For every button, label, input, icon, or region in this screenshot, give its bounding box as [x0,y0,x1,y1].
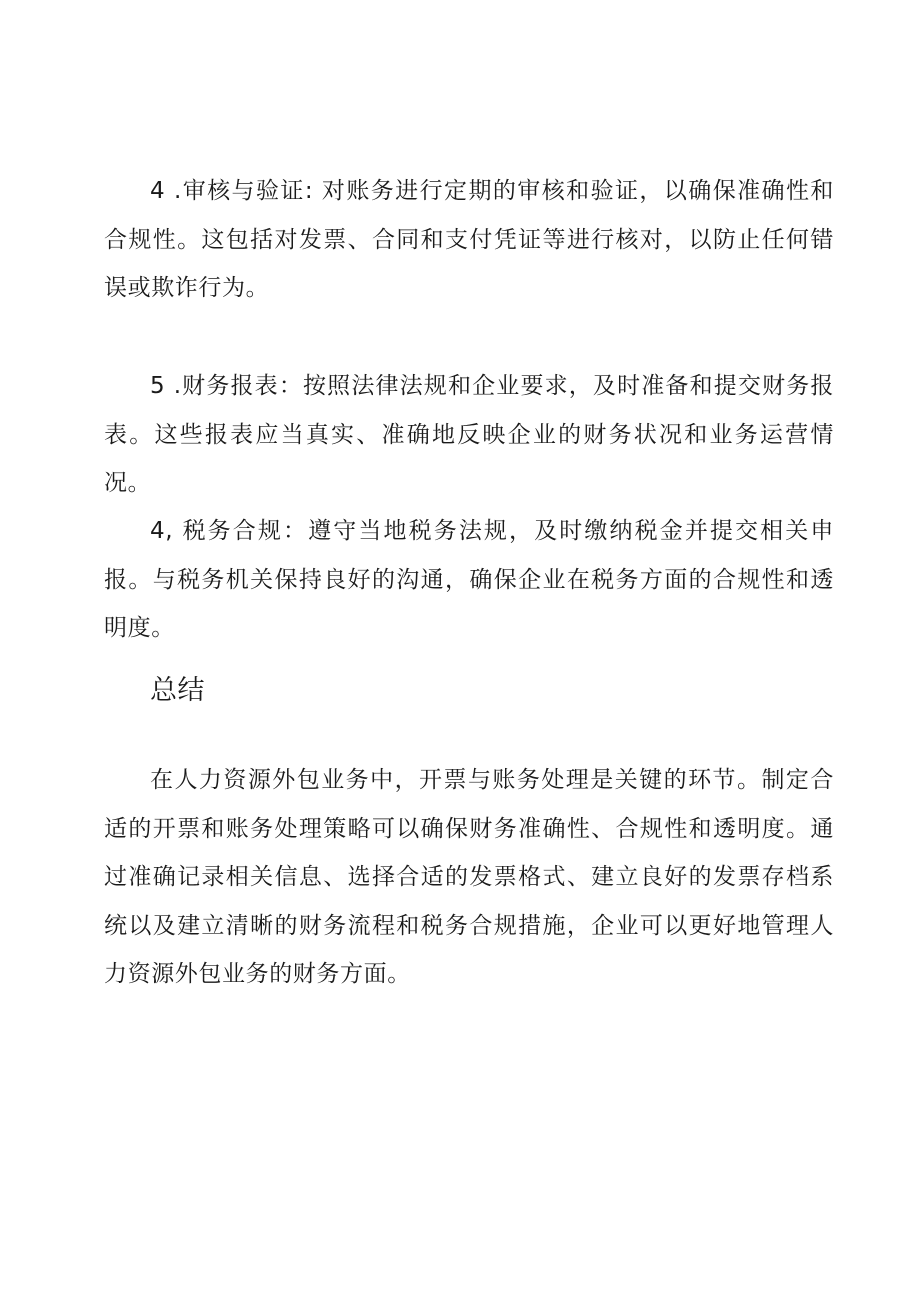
summary-paragraph: 在人力资源外包业务中，开票与账务处理是关键的环节。制定合适的开票和账务处理策略可以确保财务准确性、合规性和透明度。通过准确记录相关信息、选择合适的发票格式、建立良好的发票存档系统以及建立清晰的财务流程和税务合规措施，企业可以更好地管理人力资源外包业务的财务方面。 [104,767,834,987]
item-tax-compliance: 4, 税务合规：遵守当地税务法规，及时缴纳税金并提交相关申报。与税务机关保持良好的沟通，确保企业在税务方面的合规性和透明度。 [104,518,834,641]
item-financial-statements: 5 .财务报表：按照法律法规和企业要求，及时准备和提交财务报表。这些报表应当真实、准确地反映企业的财务状况和业务运营情况。 [104,373,834,496]
summary-heading: 总结 [150,675,205,706]
item-audit-verification: 4 .审核与验证: 对账务进行定期的审核和验证，以确保准确性和合规性。这包括对发票、合同和支付凭证等进行核对，以防止任何错误或欺诈行为。 [104,178,834,301]
